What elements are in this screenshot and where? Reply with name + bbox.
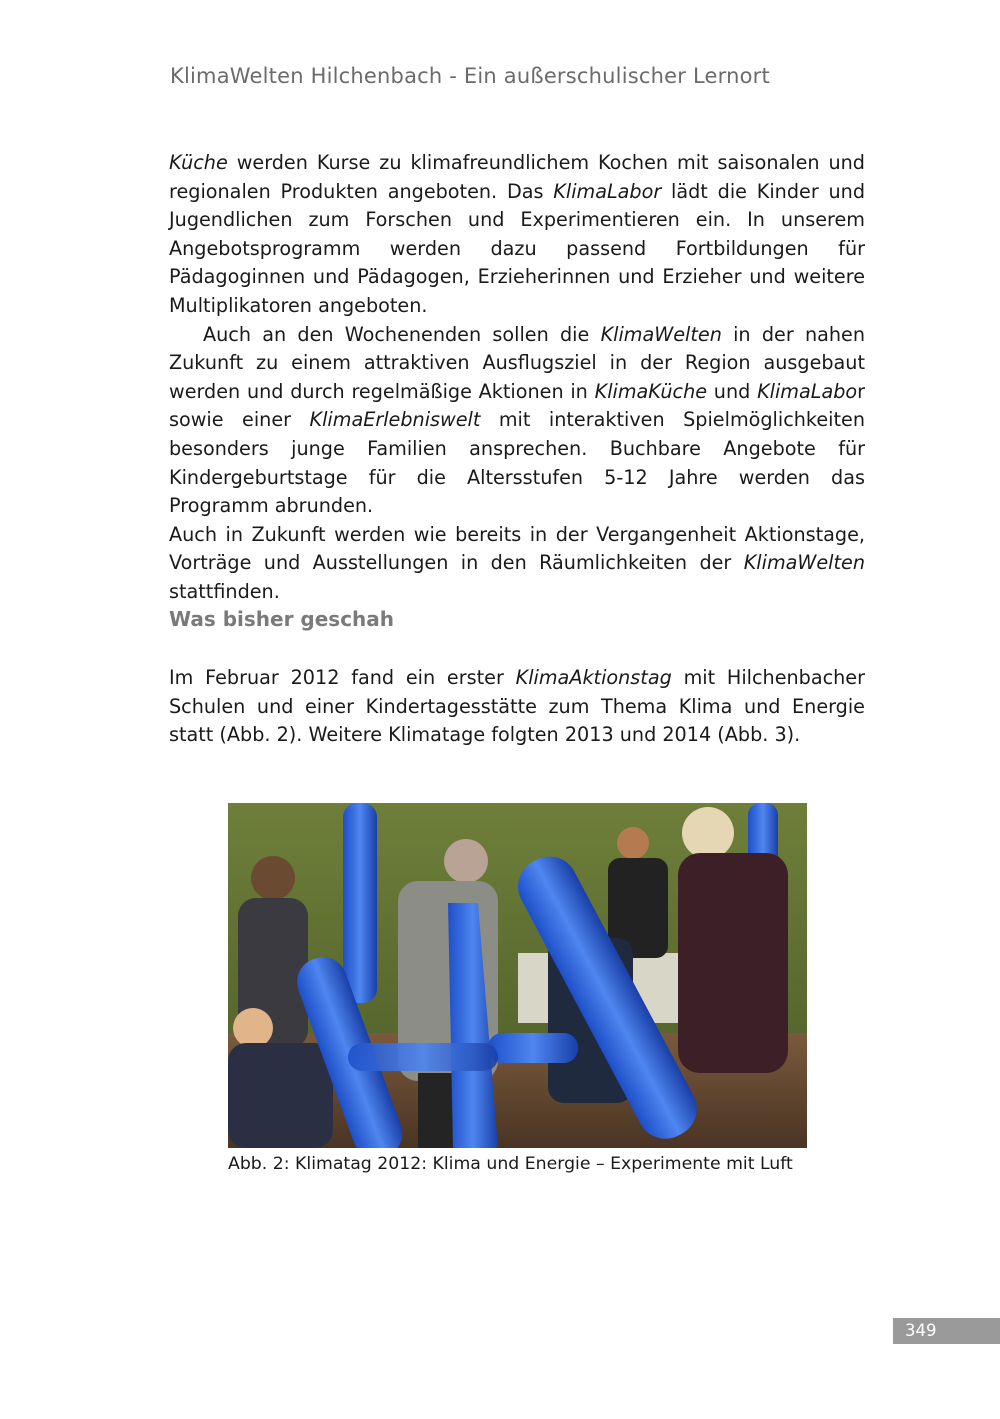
italic-term: KlimaLabor: [553, 179, 662, 203]
paragraph-2: [169, 321, 865, 521]
paragraph-4: [169, 664, 865, 750]
text-run: r sowie einer: [169, 379, 866, 432]
text-run: in der nahen Zukunft zu einem attraktiven Ausflugsziel in der Region ausgebaut werden und durch regelmäßige Aktionen in: [169, 322, 865, 403]
body-text-upper: [169, 149, 865, 607]
text-run: Im Februar 2012 fand ein erster: [169, 666, 516, 689]
italic-term: KlimaKüche: [594, 379, 708, 403]
italic-term: Küche: [169, 151, 228, 174]
paragraph-3: [169, 521, 865, 607]
text-run: lädt die Kinder und Jugendlichen zum Forschen und Experimentieren ein. In unserem Angebotsprogramm werden dazu passend Fortbildungen für Pädagoginnen und Pädagogen, Erzieherinnen und Erzieher und weitere Multiplikatoren angeboten.: [169, 179, 866, 317]
italic-term: KlimaWelten: [743, 551, 865, 575]
body-text-lower: [169, 664, 865, 750]
running-head: KlimaWelten Hilchenbach - Ein außerschulischer Lernort: [170, 64, 770, 88]
text-run: Auch in Zukunft werden wie bereits in der Vergangenheit Aktionstage, Vorträge und Ausstellungen in den Räumlichkeiten der: [169, 522, 865, 575]
text-run: und: [707, 379, 758, 403]
italic-term: KlimaWelten: [600, 322, 722, 346]
figure-photo: [228, 803, 807, 1148]
section-heading: Was bisher geschah: [169, 607, 395, 631]
text-run: mit Hilchenbacher Schulen und einer Kindertagesstätte zum Thema Klima und Energie statt (Abb. 2). Weitere Klimatage folgten 2013 und 2014 (Abb. 3).: [169, 666, 866, 747]
paragraph-1: [169, 149, 865, 321]
text-run: Auch an den Wochenenden sollen die: [203, 322, 601, 346]
italic-term: KlimaLabo: [757, 379, 858, 403]
italic-term: KlimaErlebniswelt: [309, 408, 481, 432]
italic-term: KlimaAktionstag: [515, 666, 672, 689]
figure-caption: Abb. 2: Klimatag 2012: Klima und Energie – Experimente mit Luft: [228, 1154, 793, 1174]
text-run: mit interaktiven Spielmöglichkeiten besonders junge Familien ansprechen. Buchbare Angebote für Kindergeburtstage für die Altersstufen 5-12 Jahre werden das Programm abrunden.: [169, 408, 865, 518]
text-run: stattfinden.: [169, 579, 280, 603]
text-run: werden Kurse zu klimafreundlichem Kochen mit saisonalen und regionalen Produkten angeboten. Das: [169, 151, 865, 203]
page-number: 349: [893, 1318, 1000, 1344]
photo-illustration: [228, 803, 807, 1148]
